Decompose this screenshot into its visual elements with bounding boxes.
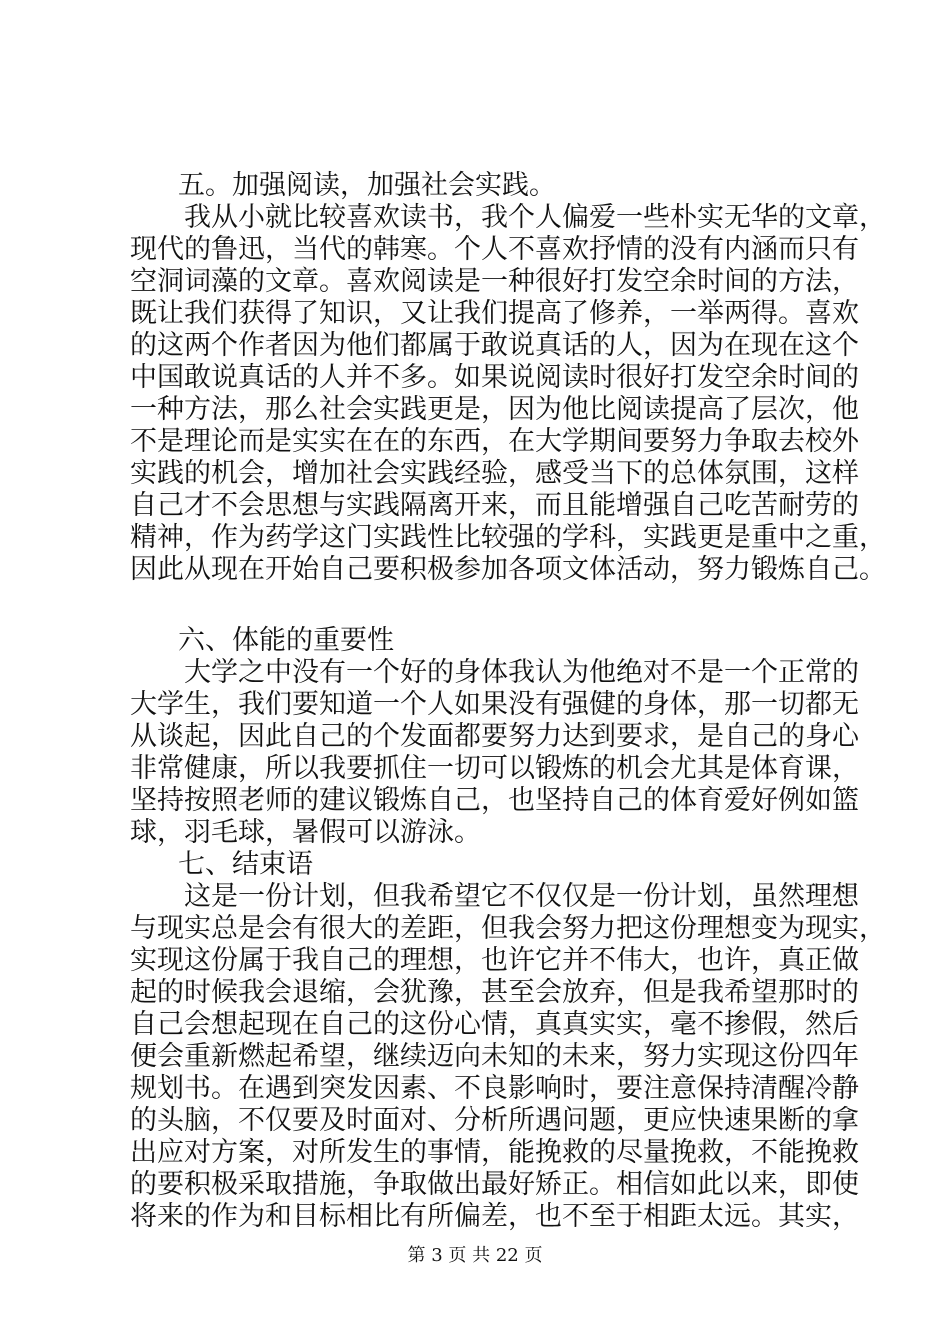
section-gap (130, 586, 850, 625)
section-fitness (130, 625, 859, 849)
paragraph-line: 坚持按照老师的建议锻炼自己，也坚持自己的体育爱好例如篮 (130, 785, 859, 816)
paragraph-line: 自己才不会思想与实践隔离开来，而且能增强自己吃苦耐劳的 (130, 490, 859, 521)
page-number-footer: 第 3 页 共 22 页 (407, 1245, 543, 1266)
paragraph-line: 规划书。在遇到突发因素、不良影响时，要注意保持清醒冷静 (130, 1073, 859, 1104)
paragraph-line: 的这两个作者因为他们都属于敢说真话的人，因为在现在这个 (130, 330, 859, 361)
paragraph-line: 非常健康，所以我要抓住一切可以锻炼的机会尤其是体育课， (130, 753, 859, 784)
section-reading (130, 170, 886, 586)
paragraph-line: 实现这份属于我自己的理想，也许它并不伟大，也许，真正做 (130, 945, 859, 976)
paragraph-line: 空洞词藻的文章。喜欢阅读是一种很好打发空余时间的方法， (130, 266, 859, 297)
section-heading: 五。加强阅读，加强社会实践。 (178, 170, 556, 201)
paragraph-line: 起的时候我会退缩，会犹豫，甚至会放弃，但是我希望那时的 (130, 977, 859, 1008)
paragraph-line: 自己会想起现在自己的这份心情，真真实实，毫不掺假，然后 (130, 1009, 859, 1040)
paragraph-line: 与现实总是会有很大的差距，但我会努力把这份理想变为现实， (130, 913, 886, 944)
paragraph-line: 这是一份计划，但我希望它不仅仅是一份计划，虽然理想 (130, 881, 859, 912)
paragraph-line: 将来的作为和目标相比有所偏差，也不至于相距太远。其实， (130, 1201, 859, 1232)
paragraph-line: 精神，作为药学这门实践性比较强的学科，实践更是重中之重， (130, 522, 886, 553)
paragraph-line: 我从小就比较喜欢读书，我个人偏爱一些朴实无华的文章， (130, 202, 886, 233)
paragraph-line: 球，羽毛球，暑假可以游泳。 (130, 817, 481, 848)
paragraph-line: 因此从现在开始自己要积极参加各项文体活动，努力锻炼自己。 (130, 554, 886, 585)
paragraph-line: 中国敢说真话的人并不多。如果说阅读时很好打发空余时间的 (130, 362, 859, 393)
paragraph-line: 的要积极采取措施，争取做出最好矫正。相信如此以来，即使 (130, 1169, 859, 1200)
paragraph-line: 一种方法，那么社会实践更是，因为他比阅读提高了层次，他 (130, 394, 859, 425)
paragraph-line: 既让我们获得了知识，又让我们提高了修养，一举两得。喜欢 (130, 298, 859, 329)
paragraph-line: 大学生，我们要知道一个人如果没有强健的身体，那一切都无 (130, 689, 859, 720)
paragraph-line: 实践的机会，增加社会实践经验，感受当下的总体氛围，这样 (130, 458, 859, 489)
paragraph-line: 便会重新燃起希望，继续迈向未知的未来，努力实现这份四年 (130, 1041, 859, 1072)
paragraph-line: 不是理论而是实实在在的东西，在大学期间要努力争取去校外 (130, 426, 859, 457)
paragraph-line: 的头脑，不仅要及时面对、分析所遇问题，更应快速果断的拿 (130, 1105, 859, 1136)
paragraph-line: 大学之中没有一个好的身体我认为他绝对不是一个正常的 (130, 657, 859, 688)
paragraph-line: 从谈起，因此自己的个发面都要努力达到要求，是自己的身心 (130, 721, 859, 752)
section-heading: 七、结束语 (178, 849, 313, 880)
paragraph-line: 现代的鲁迅，当代的韩寒。个人不喜欢抒情的没有内涵而只有 (130, 234, 859, 265)
section-heading: 六、体能的重要性 (178, 625, 394, 656)
section-conclusion (130, 849, 886, 1233)
document-body (130, 170, 886, 1233)
paragraph-line: 出应对方案，对所发生的事情，能挽救的尽量挽救，不能挽救 (130, 1137, 859, 1168)
